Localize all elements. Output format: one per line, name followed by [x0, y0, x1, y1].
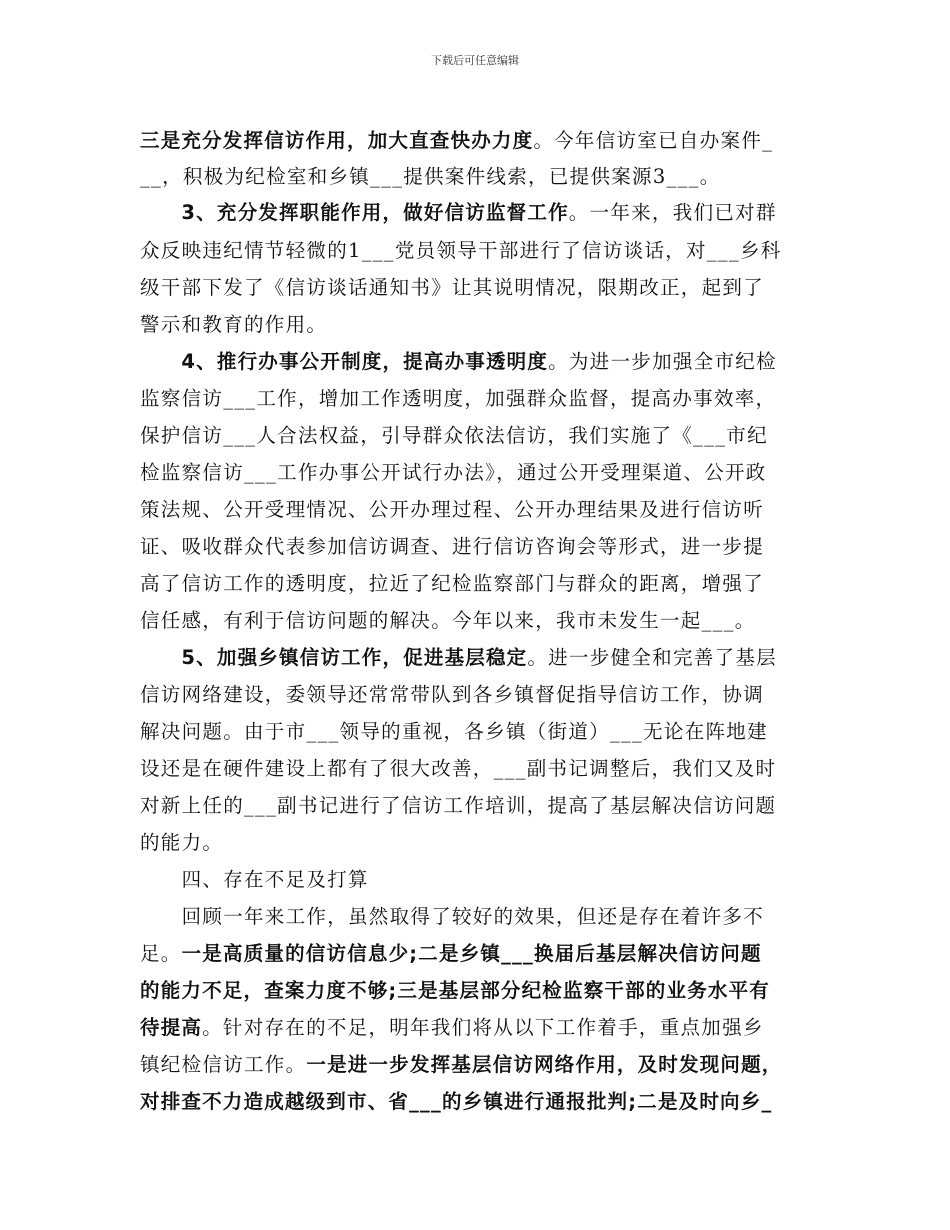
- text-line: [140, 645, 820, 671]
- text-line: [140, 349, 820, 375]
- text-run: 回顾一年来工作，虽然取得了较好的效果，但还是存在着许多不: [140, 905, 765, 928]
- text-line: [140, 423, 820, 449]
- text-run: 。针对存在的不足，明年我们将从以下工作着手，重点加强乡: [202, 1016, 764, 1039]
- text-run: 。进一步健全和完善了基层: [527, 646, 777, 669]
- text-line: [140, 1052, 820, 1078]
- text-line: [140, 867, 820, 893]
- text-run: __，积极为纪检室和乡镇___提供案件线索，已提供案源3___。: [140, 165, 721, 188]
- bold-text-run: 5、加强乡镇信访工作，促进基层稳定: [140, 646, 528, 669]
- text-line: [140, 386, 820, 412]
- bold-text-run: 4、推行办事公开制度，提高办事透明度: [140, 350, 549, 373]
- text-run: 足。: [140, 942, 182, 965]
- bold-text-run: 3、充分发挥职能作用，做好信访监督工作: [140, 201, 569, 224]
- text-line: [140, 238, 820, 264]
- text-line: [140, 608, 820, 634]
- text-line: [140, 904, 820, 930]
- text-run: 。今年信访室已自办案件_: [533, 129, 774, 152]
- text-line: [140, 682, 820, 708]
- text-line: [140, 312, 820, 338]
- text-run: 级干部下发了《信访谈话通知书》让其说明情况，限期改正，起到了: [140, 276, 765, 299]
- bold-text-run: 对排查不力造成越级到市、省___的乡镇进行通报批判;二是及时向乡_: [140, 1090, 773, 1113]
- text-run: 检监察信访___工作办事公开试行办法》，通过公开受理渠道、公开政: [140, 461, 767, 484]
- text-run: 策法规、公开受理情况、公开办理过程、公开办理结果及进行信访听: [140, 498, 765, 521]
- text-run: 证、吸收群众代表参加信访调查、进行信访咨询会等形式，进一步提: [140, 535, 765, 558]
- bold-text-run: 三是充分发挥信访作用，加大直查快办力度: [140, 129, 534, 152]
- text-run: 四、存在不足及打算: [140, 868, 369, 891]
- text-run: 。一年来，我们已对群: [568, 201, 777, 224]
- text-line: [140, 164, 820, 190]
- text-line: [140, 534, 820, 560]
- bold-text-run: 的能力不足，查案力度不够;三是基层部分纪检监察干部的业务水平有: [140, 979, 770, 1002]
- bold-text-run: 一是高质量的信访信息少;二是乡镇___换届后基层解决信访问题: [181, 942, 762, 965]
- text-run: 高了信访工作的透明度，拉近了纪检监察部门与群众的距离，增强了: [140, 572, 765, 595]
- text-line: [140, 497, 820, 523]
- text-run: 监察信访___工作，增加工作透明度，加强群众监督，提高办事效率，: [140, 387, 777, 410]
- text-line: [140, 941, 820, 967]
- bold-text-run: 待提高: [140, 1016, 203, 1039]
- text-run: 信访网络建设，委领导还常常带队到各乡镇督促指导信访工作，协调: [140, 683, 765, 706]
- text-line: [140, 200, 820, 226]
- text-line: [140, 128, 820, 154]
- text-line: [140, 719, 820, 745]
- text-line: [140, 571, 820, 597]
- text-run: 信任感，有利于信访问题的解决。今年以来，我市未发生一起___。: [140, 609, 756, 632]
- text-line: [140, 830, 820, 856]
- text-line: [140, 1089, 820, 1115]
- text-line: [140, 978, 820, 1004]
- text-line: [140, 793, 820, 819]
- text-line: [140, 275, 820, 301]
- text-run: 镇纪检信访工作。: [140, 1053, 307, 1076]
- page-header: 下载后可任意编辑: [431, 54, 519, 67]
- text-run: 警示和教育的作用。: [140, 313, 328, 336]
- text-run: 。为进一步加强全市纪检: [548, 350, 777, 373]
- text-run: 设还是在硬件建设上都有了很大改善，___副书记调整后，我们又及时: [140, 757, 777, 780]
- text-run: 保护信访___人合法权益，引导群众依法信访，我们实施了《___市纪: [140, 424, 768, 447]
- text-run: 的能力。: [140, 831, 224, 854]
- text-line: [140, 756, 820, 782]
- text-line: [140, 460, 820, 486]
- text-run: 解决问题。由于市___领导的重视，各乡镇（街道）___无论在阵地建: [140, 720, 768, 743]
- text-line: [140, 1015, 820, 1041]
- text-run: 众反映违纪情节轻微的1___党员领导干部进行了信访谈话，对___乡科: [140, 239, 782, 262]
- bold-text-run: 一是进一步发挥基层信访网络作用，及时发现问题，: [306, 1053, 783, 1076]
- text-run: 对新上任的___副书记进行了信访工作培训，提高了基层解决信访问题: [140, 794, 777, 817]
